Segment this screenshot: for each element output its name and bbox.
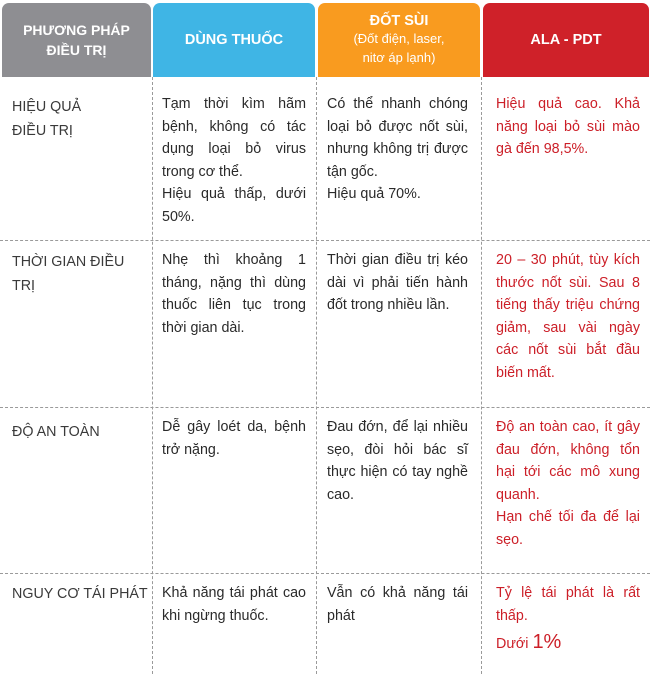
cell-text: Vẫn có khả năng tái phát bbox=[327, 585, 468, 624]
cell-drug-recurrence bbox=[162, 582, 306, 627]
row-label-recurrence bbox=[12, 582, 148, 606]
cell-text: Khả năng tái phát cao khi ngừng thuốc. bbox=[162, 585, 306, 624]
cell-text: Đau đớn, để lại nhiều sẹo, đòi hỏi bác sĩ thực hiện có tay nghề cao. bbox=[327, 419, 468, 503]
row-divider bbox=[0, 407, 650, 408]
header-method bbox=[2, 3, 151, 77]
row-divider bbox=[0, 573, 650, 574]
row-divider bbox=[0, 240, 650, 241]
header-burn-sub-2: nitơ áp lạnh) bbox=[362, 50, 436, 65]
ala-recurrence-value: 1% bbox=[532, 631, 562, 654]
cell-drug-duration bbox=[162, 249, 306, 339]
row-label-line: HIỆU QUẢ bbox=[12, 99, 82, 115]
cell-text: Tạm thời kìm hãm bệnh, không có tác dụng loại bỏ virus trong cơ thể. bbox=[162, 96, 306, 180]
row-label-line: TRỊ bbox=[12, 278, 36, 294]
row-label-safety bbox=[12, 420, 148, 444]
row-label-duration bbox=[12, 250, 148, 298]
column-divider bbox=[481, 77, 482, 674]
header-ala bbox=[483, 3, 649, 77]
cell-ala-duration bbox=[496, 249, 640, 385]
cell-text: 20 – 30 phút, tùy kích thước nốt sùi. Sau 8 tiếng thấy triệu chứng giảm, sau vài ngày các nốt sùi bắt đầu biến mất. bbox=[496, 252, 640, 381]
row-label-line: NGUY CƠ TÁI PHÁT bbox=[12, 586, 148, 602]
cell-text: Độ an toàn cao, ít gây đau đớn, không tổn hại tới các mô xung quanh. bbox=[496, 419, 640, 503]
column-divider bbox=[152, 77, 153, 674]
column-divider bbox=[316, 77, 317, 674]
row-label-line: ĐIỀU TRỊ bbox=[12, 123, 73, 139]
row-label-effectiveness bbox=[12, 95, 148, 143]
header-ala-label: ALA - PDT bbox=[530, 32, 602, 48]
header-drug bbox=[153, 3, 315, 77]
ala-recurrence-prefix: Dưới bbox=[496, 636, 529, 653]
cell-text: Hiệu quả 70%. bbox=[327, 186, 421, 203]
row-label-line: ĐỘ AN TOÀN bbox=[12, 424, 100, 440]
header-method-line-1: PHƯƠNG PHÁP bbox=[23, 22, 130, 38]
cell-ala-effectiveness bbox=[496, 93, 640, 161]
cell-burn-effectiveness bbox=[327, 93, 468, 206]
cell-text: Tỷ lệ tái phát là rất thấp. bbox=[496, 585, 640, 624]
row-label-line: THỜI GIAN ĐIỀU bbox=[12, 254, 125, 270]
header-burn bbox=[318, 3, 480, 77]
ala-recurrence-rate bbox=[496, 631, 640, 656]
header-method-line-2: ĐIỀU TRỊ bbox=[46, 42, 107, 58]
cell-drug-safety bbox=[162, 416, 306, 461]
header-drug-label: DÙNG THUỐC bbox=[184, 32, 284, 48]
cell-drug-effectiveness bbox=[162, 93, 306, 229]
header-burn-sub-1: (Đốt điện, laser, bbox=[353, 31, 445, 46]
cell-burn-duration bbox=[327, 249, 468, 317]
cell-text: Thời gian điều trị kéo dài vì phải tiến hành đốt trong nhiều lần. bbox=[327, 252, 468, 314]
cell-ala-safety bbox=[496, 416, 640, 552]
cell-text: Có thể nhanh chóng loại bỏ được nốt sùi, nhưng không trị được tận gốc. bbox=[327, 96, 468, 180]
cell-text: Hiệu quả cao. Khả năng loại bỏ sùi mào gà đến 98,5%. bbox=[496, 96, 640, 158]
cell-text: Nhẹ thì khoảng 1 tháng, nặng thì dùng thuốc liên tục trong thời gian dài. bbox=[162, 252, 306, 336]
header-burn-title: ĐỐT SÙI bbox=[369, 13, 429, 29]
cell-burn-safety bbox=[327, 416, 468, 506]
cell-burn-recurrence bbox=[327, 582, 468, 627]
cell-text: Hạn chế tối đa để lại sẹo. bbox=[496, 509, 640, 548]
cell-text: Hiệu quả thấp, dưới 50%. bbox=[162, 186, 306, 225]
cell-text: Dễ gây loét da, bệnh trở nặng. bbox=[162, 419, 306, 458]
cell-ala-recurrence bbox=[496, 582, 640, 656]
